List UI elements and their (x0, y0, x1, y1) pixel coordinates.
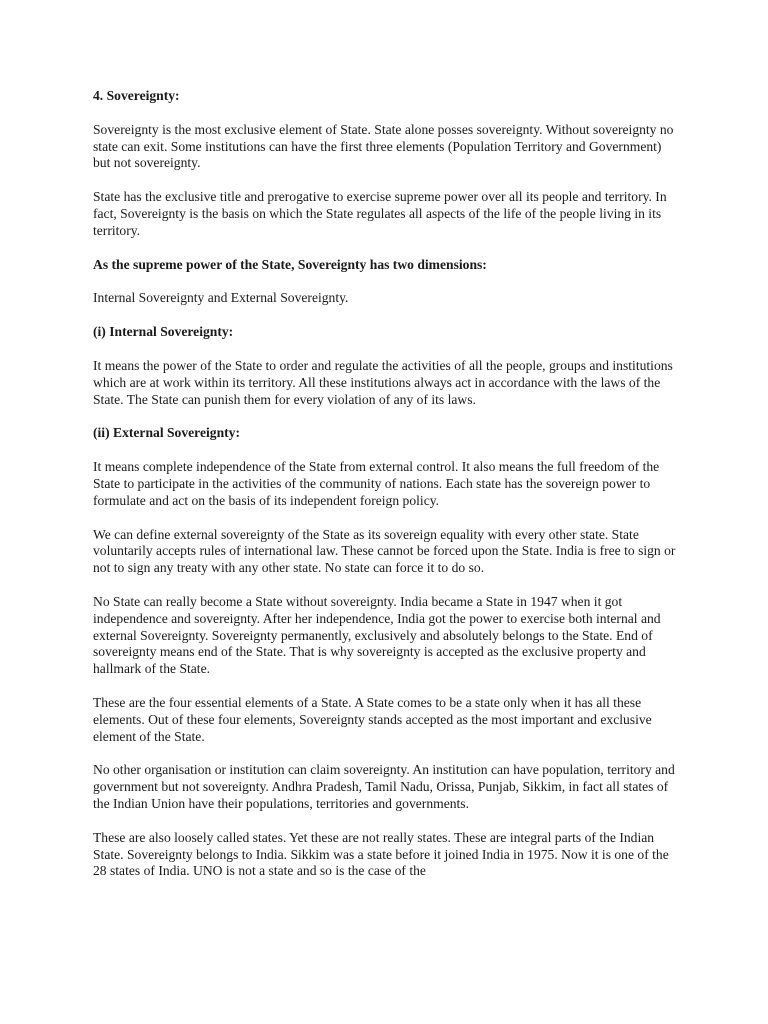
document-body (93, 88, 679, 897)
paragraph-loosely-called-states: These are also loosely called states. Yet these are not really states. These are integral parts of the Indian State. Sovereignty belongs to India. Sikkim was a state before it joined India in 1975. Now it is one of the 28 states of India. UNO is not a state and so is the case of the (93, 829, 669, 879)
heading-internal-sovereignty: (i) Internal Sovereignty: (93, 324, 234, 340)
paragraph-internal-sovereignty: It means the power of the State to order and regulate the activities of all the people, groups and institutions which are at work within its territory. All these institutions always act in accordance with the laws of the State. The State can punish them for every violation of any of its laws. (93, 357, 673, 407)
paragraph-dimensions-list: Internal Sovereignty and External Sovereignty. (93, 290, 349, 306)
paragraph-no-other-organisation: No other organisation or institution can claim sovereignty. An institution can have population, territory and government but not sovereignty. Andhra Pradesh, Tamil Nadu, Orissa, Punjab, Sikkim, in fact all states of the Indian Union have their populations, territories and governments. (93, 762, 675, 811)
heading-two-dimensions: As the supreme power of the State, Sovereignty has two dimensions: (93, 256, 487, 272)
paragraph-supreme-power: State has the exclusive title and prerogative to exercise supreme power over all its people and territory. In fact, Sovereignty is the basis on which the State regulates all aspects of the life of the people living in its territory. (93, 189, 667, 238)
paragraph-external-independence: It means complete independence of the State from external control. It also means the full freedom of the State to participate in the activities of the community of nations. Each state has the sovereign power to formulate and act on the basis of its independent foreign policy. (93, 459, 660, 508)
section-heading-sovereignty: 4. Sovereignty: (93, 88, 180, 103)
paragraph-definition: Sovereignty is the most exclusive element of State. State alone posses sovereignty. Without sovereignty no state can exit. Some institutions can have the first three elements (Population Territory and Government) but not sovereignty. (93, 121, 674, 171)
paragraph-four-elements: These are the four essential elements of a State. A State comes to be a state only when it has all these elements. Out of these four elements, Sovereignty stands accepted as the most important and exclusive element of the State. (93, 694, 652, 744)
paragraph-india-1947: No State can really become a State without sovereignty. India became a State in 1947 when it got independence and sovereignty. After her independence, India got the power to exercise both internal and external Sovereignty. Sovereignty permanently, exclusively and absolutely belongs to the State. End of sovereignty means end of the State. That is why sovereignty is accepted as the exclusive property and hallmark of the State. (93, 593, 661, 677)
heading-external-sovereignty: (ii) External Sovereignty: (93, 425, 240, 441)
paragraph-sovereign-equality: We can define external sovereignty of the State as its sovereign equality with every other state. State voluntarily accepts rules of international law. These cannot be forced upon the State. India is free to sign or not to sign any treaty with any other state. No state can force it to do so. (93, 526, 676, 576)
